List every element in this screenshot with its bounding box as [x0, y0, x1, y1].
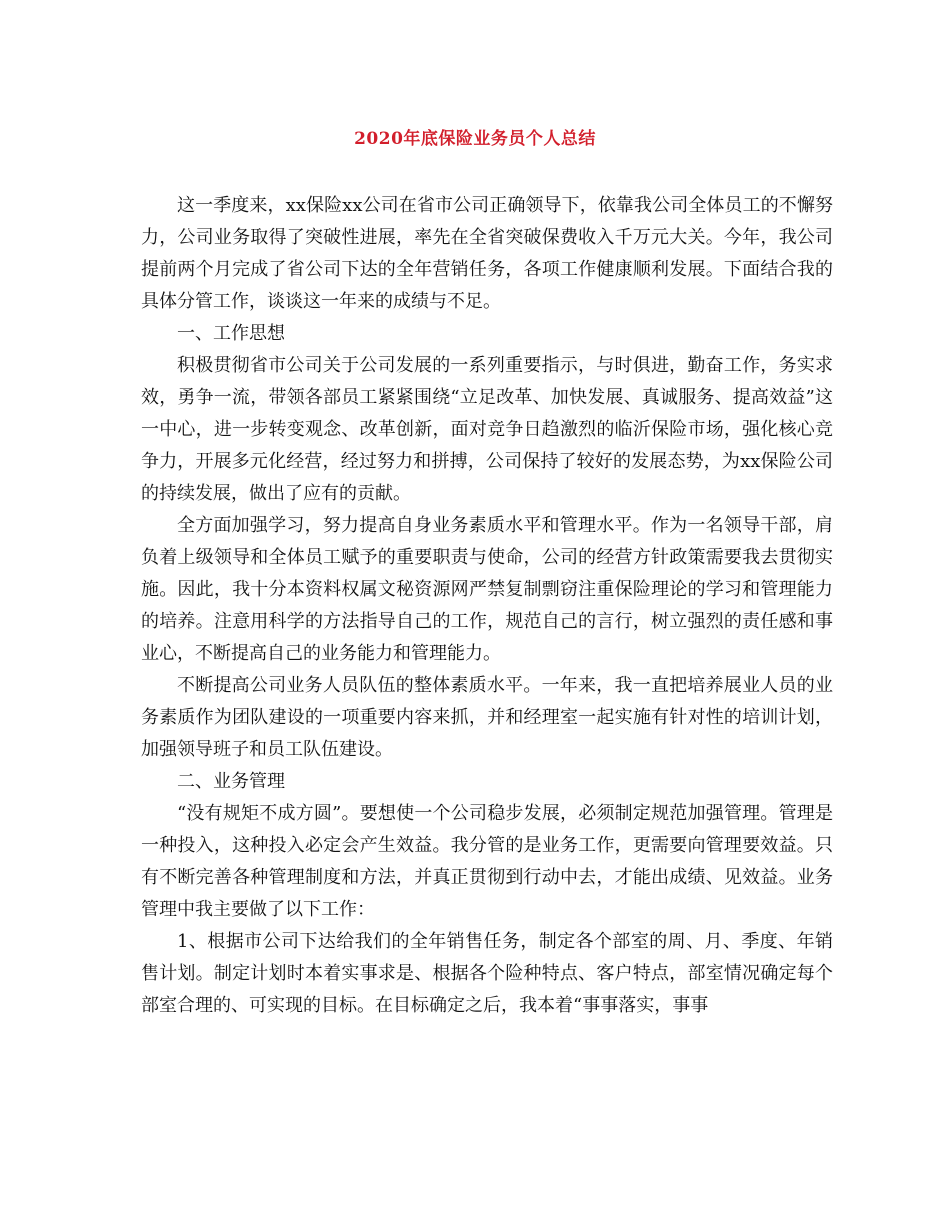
- paragraph-team-quality: 不断提高公司业务人员队伍的整体素质水平。一年来，我一直把培养展业人员的业务素质作为团队建设的一项重要内容来抓，并和经理室一起实施有针对性的培训计划，加强领导班子和员工队伍建设。: [141, 675, 833, 760]
- paragraph-business-management: “没有规矩不成方圆”。要想使一个公司稳步发展，必须制定规范加强管理。管理是一种投入，这种投入必定会产生效益。我分管的是业务工作，更需要向管理要效益。只有不断完善各种管理制度和方法，并真正贯彻到行动中去，才能出成绩、见效益。业务管理中我主要做了以下工作：: [141, 803, 833, 920]
- section-heading-business-management: 二、业务管理: [177, 771, 285, 792]
- paragraph-item-1: 1、根据市公司下达给我们的全年销售任务，制定各个部室的周、月、季度、年销售计划。制定计划时本着实事求是、根据各个险种特点、客户特点，部室情况确定每个部室合理的、可实现的目标。在目标确定之后，我本着“事事落实，事事: [141, 931, 833, 1016]
- paragraph-intro: 这一季度来，xx保险xx公司在省市公司正确领导下，依靠我公司全体员工的不懈努力，公司业务取得了突破性进展，率先在全省突破保费收入千万元大关。今年，我公司提前两个月完成了省公司下达的全年营销任务，各项工作健康顺利发展。下面结合我的具体分管工作，谈谈这一年来的成绩与不足。: [141, 195, 833, 312]
- document-body: [141, 190, 833, 1022]
- section-heading-work-thought: 一、工作思想: [177, 323, 285, 344]
- document-title: 2020年底保险业务员个人总结: [354, 129, 596, 149]
- paragraph-study: 全方面加强学习，努力提高自身业务素质水平和管理水平。作为一名领导干部，肩负着上级领导和全体员工赋予的重要职责与使命，公司的经营方针政策需要我去贯彻实施。因此，我十分本资料权属文秘资源网严禁复制剽窃注重保险理论的学习和管理能力的培养。注意用科学的方法指导自己的工作，规范自己的言行，树立强烈的责任感和事业心，不断提高自己的业务能力和管理能力。: [141, 515, 833, 664]
- paragraph-work-thought: 积极贯彻省市公司关于公司发展的一系列重要指示，与时俱进，勤奋工作，务实求效，勇争一流，带领各部员工紧紧围绕“立足改革、加快发展、真诚服务、提高效益”这一中心，进一步转变观念、改革创新，面对竞争日趋激烈的临沂保险市场，强化核心竞争力，开展多元化经营，经过努力和拼搏，公司保持了较好的发展态势，为xx保险公司的持续发展，做出了应有的贡献。: [141, 355, 833, 504]
